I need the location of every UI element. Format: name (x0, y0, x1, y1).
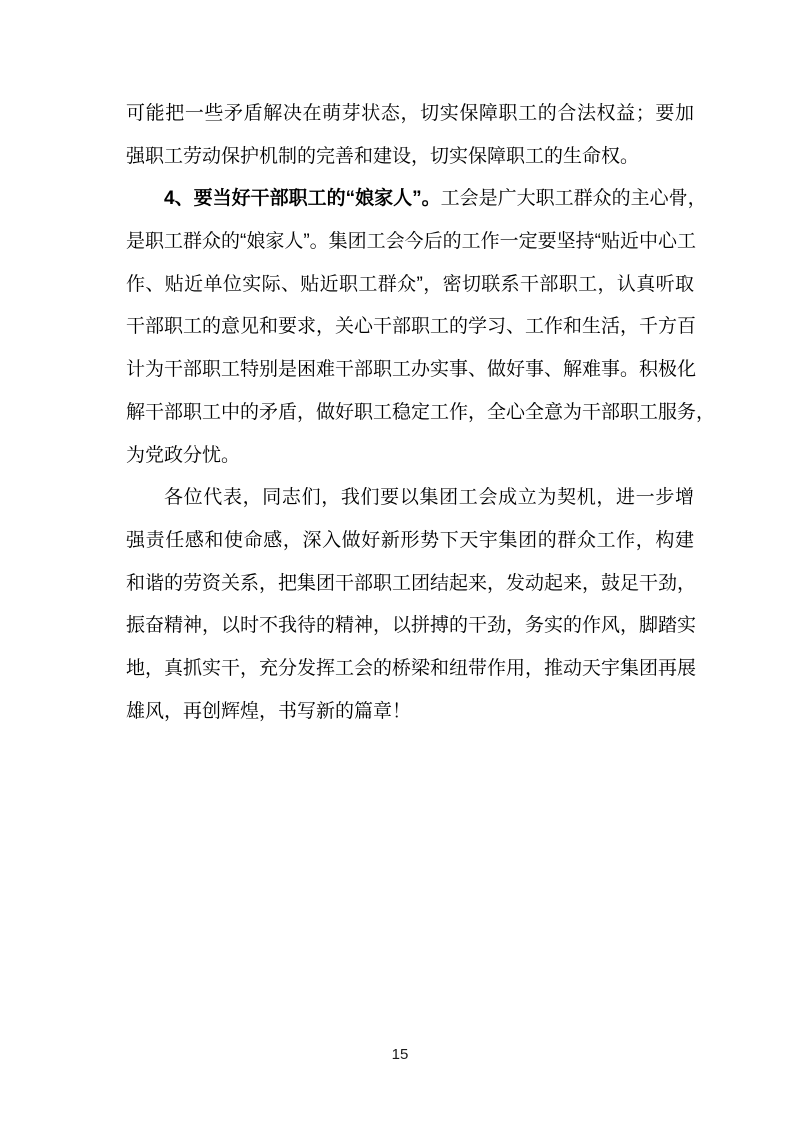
text-line-paragraph-end: 雄风，再创辉煌，书写新的篇章！ (126, 700, 412, 722)
text-line-heading-4 (126, 178, 707, 221)
text-line: 解干部职工中的矛盾，做好职工稳定工作，全心全意为干部职工服务， (126, 401, 716, 423)
text-line: 计为干部职工特别是困难干部职工办实事、做好事、解难事。积极化 (126, 359, 697, 381)
document-text-block (126, 93, 716, 733)
text-line-rest: 工会是广大职工群众的主心骨， (440, 188, 707, 210)
text-line: 振奋精神，以时不我待的精神，以拼搏的干劲，务实的作风，脚踏实 (126, 615, 697, 637)
bold-run-in-heading: 4、要当好干部职工的“娘家人”。 (164, 188, 441, 210)
text-line: 和谐的劳资关系，把集团干部职工团结起来，发动起来，鼓足干劲， (126, 572, 697, 594)
page-number: 15 (391, 1046, 409, 1063)
text-line: 地，真抓实干，充分发挥工会的桥梁和纽带作用，推动天宇集团再展 (126, 657, 697, 679)
text-line: 干部职工的意见和要求，关心干部职工的学习、工作和生活，千方百 (126, 316, 697, 338)
text-line-paragraph-end: 为党政分忧。 (126, 444, 241, 466)
text-line: 强责任感和使命感，深入做好新形势下天宇集团的群众工作，构建 (126, 529, 694, 551)
text-line-paragraph-end: 强职工劳动保护机制的完善和建设，切实保障职工的生命权。 (126, 145, 640, 167)
text-line-paragraph-start: 各位代表，同志们，我们要以集团工会成立为契机，进一步增 (164, 487, 694, 509)
text-line: 可能把一些矛盾解决在萌芽状态，切实保障职工的合法权益；要加 (126, 103, 694, 124)
text-line: 是职工群众的“娘家人”。集团工会今后的工作一定要坚持“贴近中心工 (126, 231, 696, 253)
text-line: 作、贴近单位实际、贴近职工群众”，密切联系干部职工，认真听取 (126, 273, 694, 295)
